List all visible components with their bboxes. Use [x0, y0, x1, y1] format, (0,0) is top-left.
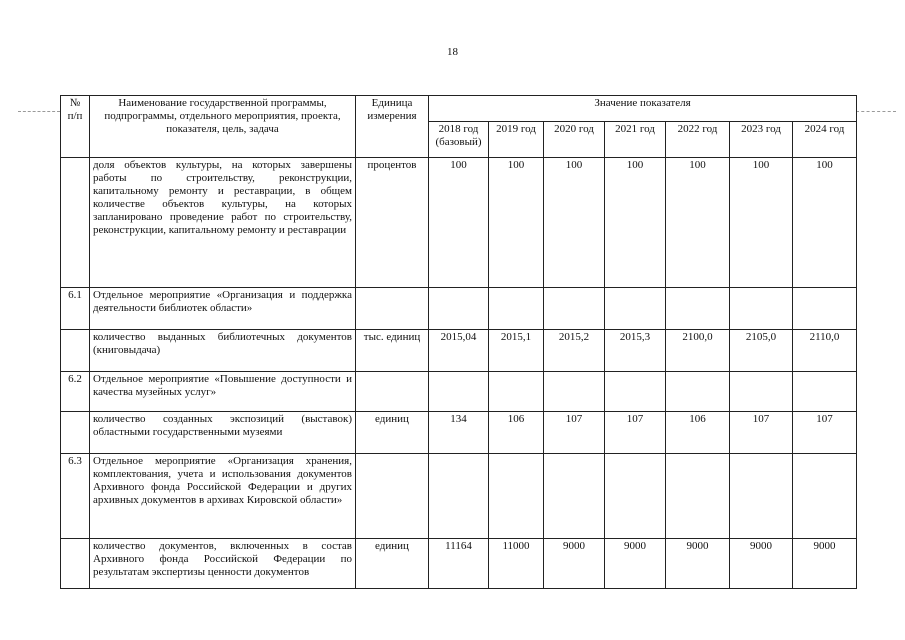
table-row	[61, 539, 857, 589]
table-row	[61, 158, 857, 288]
row-value	[429, 454, 489, 539]
scan-line-left	[18, 111, 60, 112]
row-value: 100	[793, 158, 857, 288]
row-name: Отдельное мероприятие «Организация и поддержка деятельности библиотек области»	[90, 288, 356, 330]
row-value: 107	[730, 412, 793, 454]
row-value	[730, 372, 793, 412]
row-name: количество созданных экспозиций (выставок) областными государственными музеями	[90, 412, 356, 454]
row-name: доля объектов культуры, на которых завершены работы по строительству, реконструкции, капитальному ремонту и реставрации, в общем количестве объектов культуры, на которых запланировано проведение работ по строительству, реконструкции, капитальному ремонту и реставрации	[90, 158, 356, 288]
row-value	[544, 372, 605, 412]
row-value: 2015,3	[605, 330, 666, 372]
row-value: 106	[666, 412, 730, 454]
header-year: 2022 год	[666, 122, 730, 158]
row-value	[544, 454, 605, 539]
row-value: 2015,1	[489, 330, 544, 372]
row-value: 106	[489, 412, 544, 454]
row-value	[730, 454, 793, 539]
row-value	[793, 372, 857, 412]
row-value: 100	[489, 158, 544, 288]
row-unit: единиц	[356, 412, 429, 454]
row-value	[793, 288, 857, 330]
row-value	[666, 288, 730, 330]
row-value: 9000	[666, 539, 730, 589]
row-num: 6.1	[61, 288, 90, 330]
row-unit	[356, 288, 429, 330]
row-value: 9000	[730, 539, 793, 589]
indicators-table	[60, 95, 857, 589]
table-row	[61, 412, 857, 454]
row-unit: процентов	[356, 158, 429, 288]
row-num: 6.2	[61, 372, 90, 412]
header-year: 2018 год (базовый)	[429, 122, 489, 158]
scan-line-right	[856, 111, 896, 112]
row-value: 134	[429, 412, 489, 454]
row-value: 9000	[793, 539, 857, 589]
header-values-group: Значение показателя	[429, 96, 857, 122]
row-name: количество документов, включенных в состав Архивного фонда Российской Федерации по результатам экспертизы ценности документов	[90, 539, 356, 589]
row-value	[544, 288, 605, 330]
row-value: 107	[605, 412, 666, 454]
row-unit	[356, 372, 429, 412]
row-value	[489, 288, 544, 330]
table-row	[61, 288, 857, 330]
row-value: 2110,0	[793, 330, 857, 372]
row-value	[666, 372, 730, 412]
row-value: 100	[544, 158, 605, 288]
row-value	[429, 288, 489, 330]
row-name: Отдельное мероприятие «Организация хранения, комплектования, учета и использования документов Архивного фонда Российской Федерации и других архивных документов в архивах Кировской области»	[90, 454, 356, 539]
row-value	[666, 454, 730, 539]
row-name: Отдельное мероприятие «Повышение доступности и качества музейных услуг»	[90, 372, 356, 412]
row-value	[793, 454, 857, 539]
row-unit: тыс. единиц	[356, 330, 429, 372]
row-value: 100	[666, 158, 730, 288]
row-value: 100	[605, 158, 666, 288]
row-value: 9000	[544, 539, 605, 589]
row-num: 6.3	[61, 454, 90, 539]
header-name: Наименование государственной программы, подпрограммы, отдельного мероприятия, проекта, показателя, цель, задача	[90, 96, 356, 158]
table-header	[61, 96, 857, 158]
row-name: количество выданных библиотечных документов (книговыдача)	[90, 330, 356, 372]
row-value: 100	[429, 158, 489, 288]
row-value: 2100,0	[666, 330, 730, 372]
row-value	[605, 372, 666, 412]
row-num	[61, 158, 90, 288]
row-num	[61, 330, 90, 372]
row-num	[61, 412, 90, 454]
header-year: 2024 год	[793, 122, 857, 158]
header-year: 2020 год	[544, 122, 605, 158]
header-year: 2023 год	[730, 122, 793, 158]
table-row	[61, 454, 857, 539]
row-unit: единиц	[356, 539, 429, 589]
row-value: 2015,04	[429, 330, 489, 372]
row-value: 2015,2	[544, 330, 605, 372]
header-num: № п/п	[61, 96, 90, 158]
row-value: 107	[793, 412, 857, 454]
row-value: 107	[544, 412, 605, 454]
row-value: 100	[730, 158, 793, 288]
row-value: 9000	[605, 539, 666, 589]
row-value: 11164	[429, 539, 489, 589]
row-value	[489, 454, 544, 539]
header-year: 2019 год	[489, 122, 544, 158]
row-value	[429, 372, 489, 412]
table-row	[61, 330, 857, 372]
row-value	[605, 454, 666, 539]
row-num	[61, 539, 90, 589]
row-value	[489, 372, 544, 412]
row-value	[605, 288, 666, 330]
table-body	[61, 158, 857, 589]
row-unit	[356, 454, 429, 539]
row-value	[730, 288, 793, 330]
page-number: 18	[447, 46, 458, 58]
header-year: 2021 год	[605, 122, 666, 158]
table-row	[61, 372, 857, 412]
row-value: 11000	[489, 539, 544, 589]
header-unit: Единица измерения	[356, 96, 429, 158]
row-value: 2105,0	[730, 330, 793, 372]
